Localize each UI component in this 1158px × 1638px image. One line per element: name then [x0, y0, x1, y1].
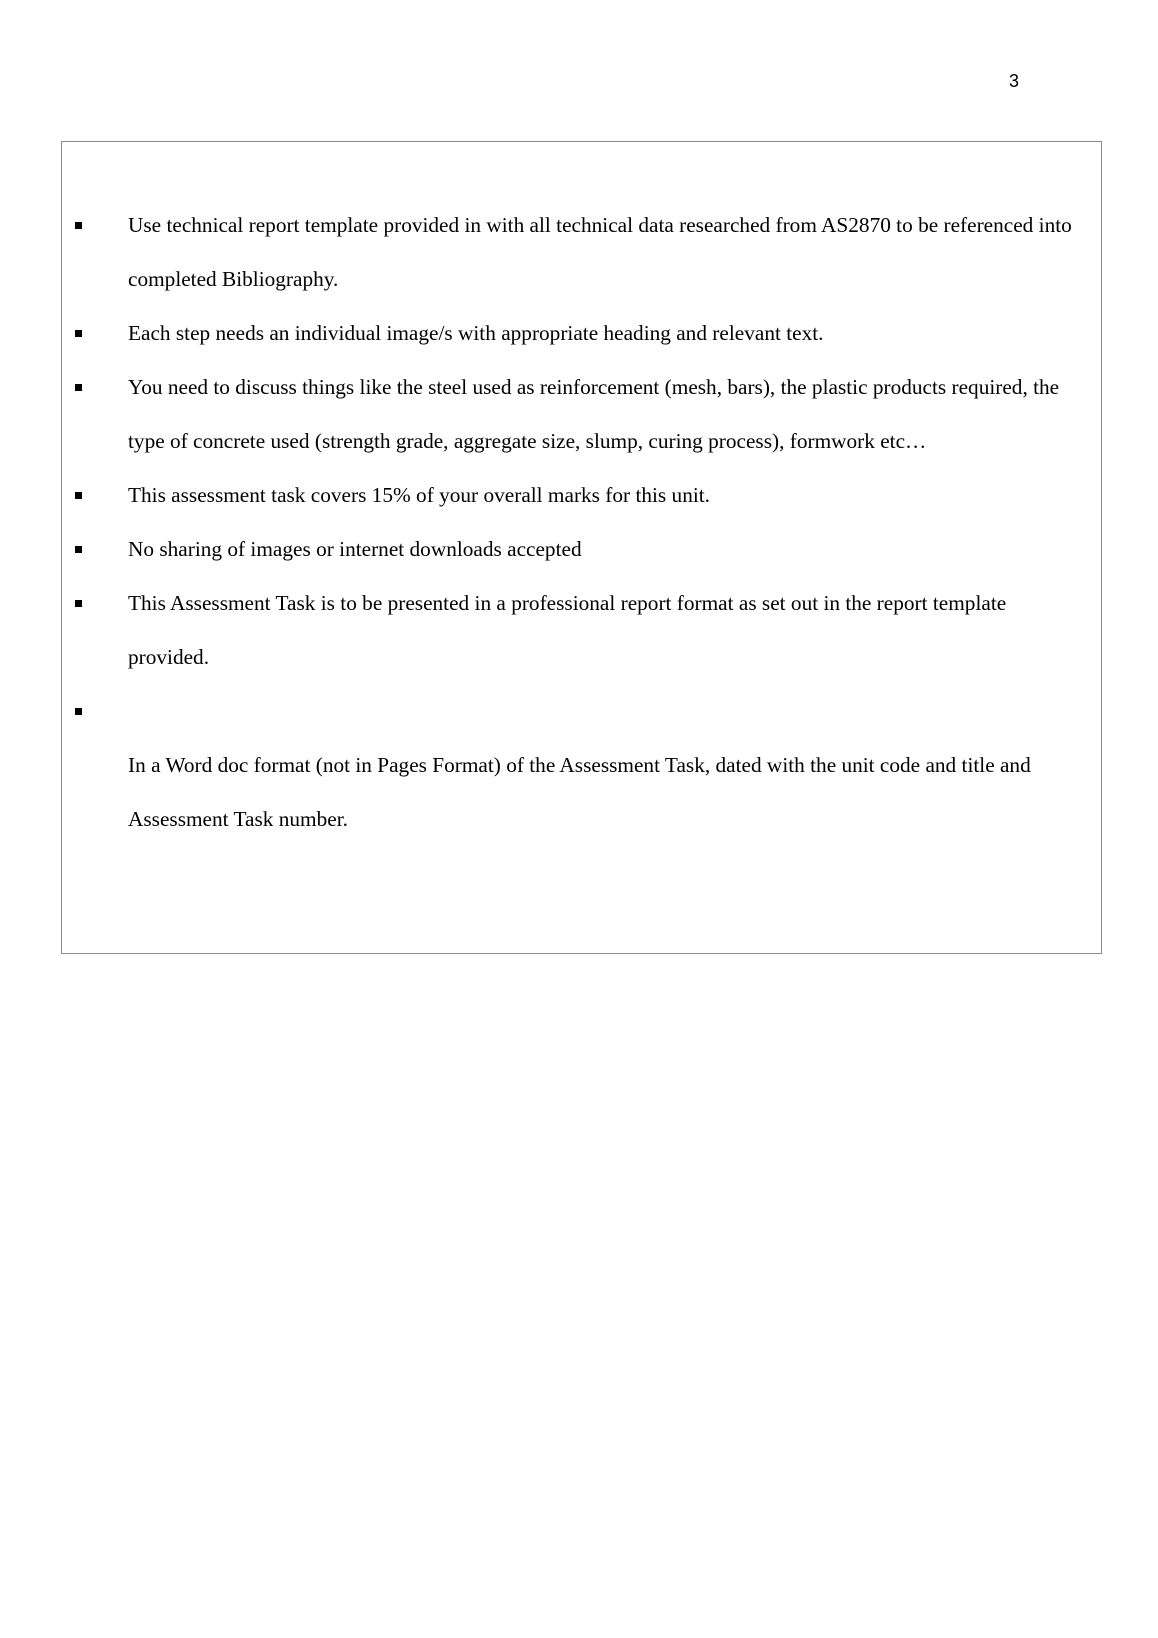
final-paragraph: In a Word doc format (not in Pages Format) of the Assessment Task, dated with the unit code and title and Assessment Task number. — [128, 753, 1031, 831]
square-bullet-icon — [75, 384, 82, 391]
list-item — [62, 684, 1101, 738]
square-bullet-icon — [75, 492, 82, 499]
square-bullet-icon — [75, 330, 82, 337]
list-item — [62, 468, 1101, 522]
list-item — [62, 198, 1101, 306]
instructions-list — [62, 198, 1101, 846]
list-item — [62, 576, 1101, 684]
square-bullet-icon — [75, 600, 82, 607]
instructions-box — [61, 141, 1102, 954]
list-item-text: No sharing of images or internet downloads accepted — [128, 537, 582, 561]
list-item — [62, 360, 1101, 468]
list-item-text: This assessment task covers 15% of your overall marks for this unit. — [128, 483, 711, 507]
list-item — [62, 522, 1101, 576]
list-item-text: Each step needs an individual image/s with appropriate heading and relevant text. — [128, 321, 824, 345]
square-bullet-icon — [75, 708, 82, 715]
square-bullet-icon — [75, 222, 82, 229]
square-bullet-icon — [75, 546, 82, 553]
list-item-text: This Assessment Task is to be presented in a professional report format as set out in the report template provided. — [128, 591, 1007, 669]
page-number: 3 — [1009, 71, 1020, 91]
list-item — [62, 306, 1101, 360]
list-item-text: Use technical report template provided in with all technical data researched from AS2870 to be referenced into completed Bibliography. — [128, 213, 1072, 291]
list-item-text — [128, 684, 1089, 738]
list-item-text: You need to discuss things like the steel used as reinforcement (mesh, bars), the plastic products required, the type of concrete used (strength grade, aggregate size, slump, curing process), formwork etc… — [128, 375, 1060, 453]
